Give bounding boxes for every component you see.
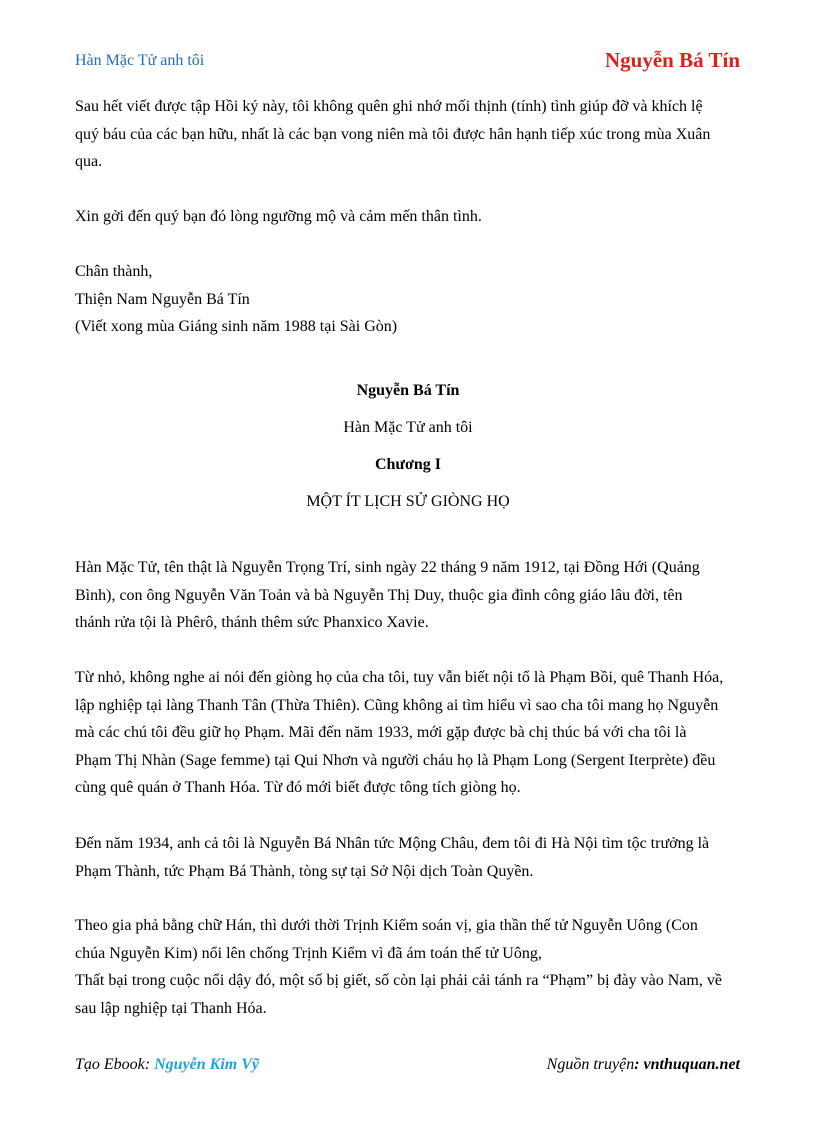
signature-line: (Viết xong mùa Giáng sinh năm 1988 tại Sài Gòn) xyxy=(75,318,398,335)
chapter-paragraph-3 xyxy=(75,830,747,885)
signature-block xyxy=(75,258,747,341)
text-line: Từ nhỏ, không nghe ai nói đến giòng họ của cha tôi, tuy vẫn biết nội tổ là Phạm Bồi, quê Thanh Hóa, xyxy=(75,669,724,686)
title-book: Hàn Mặc Tử anh tôi xyxy=(343,419,473,436)
chapter-paragraph-1 xyxy=(75,554,747,637)
chapter-title: MỘT ÍT LỊCH SỬ GIÒNG HỌ xyxy=(306,493,510,510)
text-line: Đến năm 1934, anh cả tôi là Nguyễn Bá Nhân tức Mộng Châu, đem tôi đi Hà Nội tìm tộc trưởng là xyxy=(75,835,710,852)
footer-source-label: Nguồn truyện xyxy=(546,1056,635,1073)
text-line: chúa Nguyễn Kim) nổi lên chống Trịnh Kiểm vì đã ám toán thế tử Uông, xyxy=(75,944,542,962)
signature-line: Chân thành, xyxy=(75,263,153,280)
text-line: Phạm Thị Nhàn (Sage femme) tại Qui Nhơn và người cháu họ là Phạm Long (Sergent Iterprète) đều xyxy=(75,751,716,769)
text-line: sau lập nghiệp tại Thanh Hóa. xyxy=(75,999,267,1017)
text-line: mà các chú tôi đều giữ họ Phạm. Mãi đến năm 1933, mới gặp được bà chị thúc bá với cha tôi là xyxy=(75,724,687,741)
text-line: lập nghiệp tại làng Thanh Tân (Thừa Thiên). Cũng không ai tìm hiểu vì sao cha tôi mang họ Nguyễn xyxy=(75,696,719,714)
footer-separator: : xyxy=(634,1056,644,1073)
text-line: Xin gởi đến quý bạn đó lòng ngưỡng mộ và cảm mến thân tình. xyxy=(75,208,482,225)
title-author: Nguyễn Bá Tín xyxy=(356,382,460,399)
text-line: Thất bại trong cuộc nổi dậy đó, một số bị giết, số còn lại phải cải tánh ra “Phạm” bị đày vào Nam, về xyxy=(75,972,722,989)
header-book-title: Hàn Mặc Tử anh tôi xyxy=(75,52,205,69)
text-line: thánh rửa tội là Phêrô, thánh thêm sức Phanxico Xavie. xyxy=(75,614,429,631)
footer-ebook-creator: Nguyễn Kim Vỹ xyxy=(154,1056,259,1073)
text-line: Phạm Thành, tức Phạm Bá Thành, tòng sự tại Sở Nội dịch Toàn Quyền. xyxy=(75,862,534,880)
text-line: Theo gia phả bằng chữ Hán, thì dưới thời Trịnh Kiểm soán vị, gia thần thế tử Nguyễn Uông (Con xyxy=(75,917,698,934)
intro-paragraph-2 xyxy=(75,203,747,231)
text-line: quý báu của các bạn hữu, nhất là các bạn vong niên mà tôi được hân hạnh tiếp xúc trong mùa Xuân xyxy=(75,125,711,143)
footer-source-site: vnthuquan.net xyxy=(643,1056,740,1073)
intro-paragraph-1 xyxy=(75,93,747,176)
text-line: cùng quê quán ở Thanh Hóa. Từ đó mới biết được tông tích giòng họ. xyxy=(75,779,521,796)
text-line: qua. xyxy=(75,153,103,170)
chapter-number: Chương I xyxy=(374,456,442,473)
footer-separator: : xyxy=(144,1056,155,1073)
text-line: Bình), con ông Nguyễn Văn Toản và bà Nguyễn Thị Duy, thuộc gia đình công giáo lâu đời, tên xyxy=(75,586,683,604)
footer-ebook-credit xyxy=(75,1056,259,1074)
footer-source-credit xyxy=(547,1056,740,1074)
signature-line: Thiện Nam Nguyễn Bá Tín xyxy=(75,290,250,308)
footer-ebook-label: Tạo Ebook xyxy=(75,1056,145,1073)
chapter-paragraph-2 xyxy=(75,664,747,802)
text-line: Hàn Mặc Tử, tên thật là Nguyễn Trọng Trí, sinh ngày 22 tháng 9 năm 1912, tại Đồng Hới (Quảng xyxy=(75,559,700,576)
text-line: Sau hết viết được tập Hồi ký này, tôi không quên ghi nhớ mối thịnh (tính) tình giúp đỡ và khích lệ xyxy=(75,98,703,115)
chapter-paragraph-4 xyxy=(75,912,747,1022)
header-author-name: Nguyễn Bá Tín xyxy=(605,48,740,72)
